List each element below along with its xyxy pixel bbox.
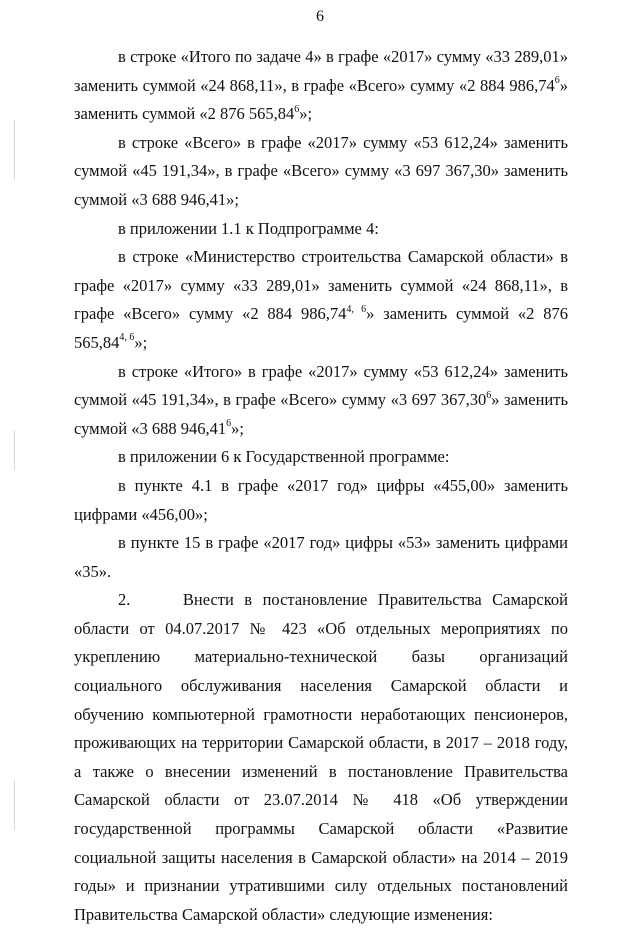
paragraph-item-4-1 [74,472,568,529]
paragraph-ministry-construction [74,243,568,357]
paragraph-appendix-6 [74,443,568,472]
footnote-marker: 6 [486,389,492,401]
document-body [74,43,568,929]
text-run: в пункте 15 в графе «2017 год» цифры «53» заменить цифрами «35». [74,533,568,581]
paragraph-section-2 [74,586,568,929]
text-run: » заменить суммой «3 688 946,41 [74,390,568,438]
text-run: »; [299,104,313,124]
footnote-marker: 4, 6 [346,303,367,315]
paragraph-item-15 [74,529,568,586]
paragraph-vsego [74,129,568,215]
page-number: 6 [316,8,324,25]
scan-edge-mark [14,430,15,470]
footnote-marker: 6 [554,75,560,87]
paragraph-itogo [74,358,568,444]
text-run: в приложении 6 к Государственной программе: [118,447,450,467]
text-run: в строке «Итого по задаче 4» в графе «2017» сумму «33 289,01» заменить суммой «24 868,11», в графе «Всего» сумму «2 884 986,74 [74,47,568,95]
text-run: 2. Внести в постановление Правительства Самарской области от 04.07.2017 № 423 «Об отдельных мероприятиях по укреплению материально-технической базы организаций социального обслуживания населения Самарской области и обучению компьютерной грамотности неработающих пенсионеров, проживающих на территории Самарской области, в 2017 – 2018 году, а также о внесении изменений в постановление Правительства Самарской области от 23.07.2014 № 418 «Об утверждении государственной программы Самарской области «Развитие социальной защиты населения в Самарской области» на 2014 – 2019 годы» и признании утратившими силу отдельных постановлений Правительства Самарской области» следующие изменения: [74,590,568,924]
scan-edge-mark [14,780,15,830]
text-run: в строке «Всего» в графе «2017» сумму «53 612,24» заменить суммой «45 191,34», в графе «Всего» сумму «3 697 367,30» заменить суммой «3 688 946,41»; [74,132,568,209]
text-run: в пункте 4.1 в графе «2017 год» цифры «455,00» заменить цифрами «456,00»; [74,475,568,524]
footnote-marker: 6 [226,418,232,430]
footnote-marker: 6 [294,103,300,115]
text-run: » заменить суммой «2 876 565,84 [74,75,568,124]
paragraph-appendix-1-1 [74,215,568,244]
text-run: в строке «Итого» в графе «2017» сумму «53 612,24» заменить суммой «45 191,34», в графе «Всего» сумму «3 697 367,30 [74,361,568,410]
footnote-marker: 4, 6 [119,332,135,344]
paragraph-itogo-task-4 [74,43,568,129]
scan-edge-mark [14,120,15,180]
text-run: » заменить суммой «2 876 565,84 [74,304,569,352]
text-run: »; [231,418,244,438]
text-run: »; [134,332,148,352]
text-run: в строке «Министерство строительства Самарской области» в графе «2017» сумму «33 289,01» заменить суммой «24 868,11», в графе «Всего» сумму «2 884 986,74 [74,247,568,324]
text-run: в приложении 1.1 к Подпрограмме 4: [118,218,379,238]
